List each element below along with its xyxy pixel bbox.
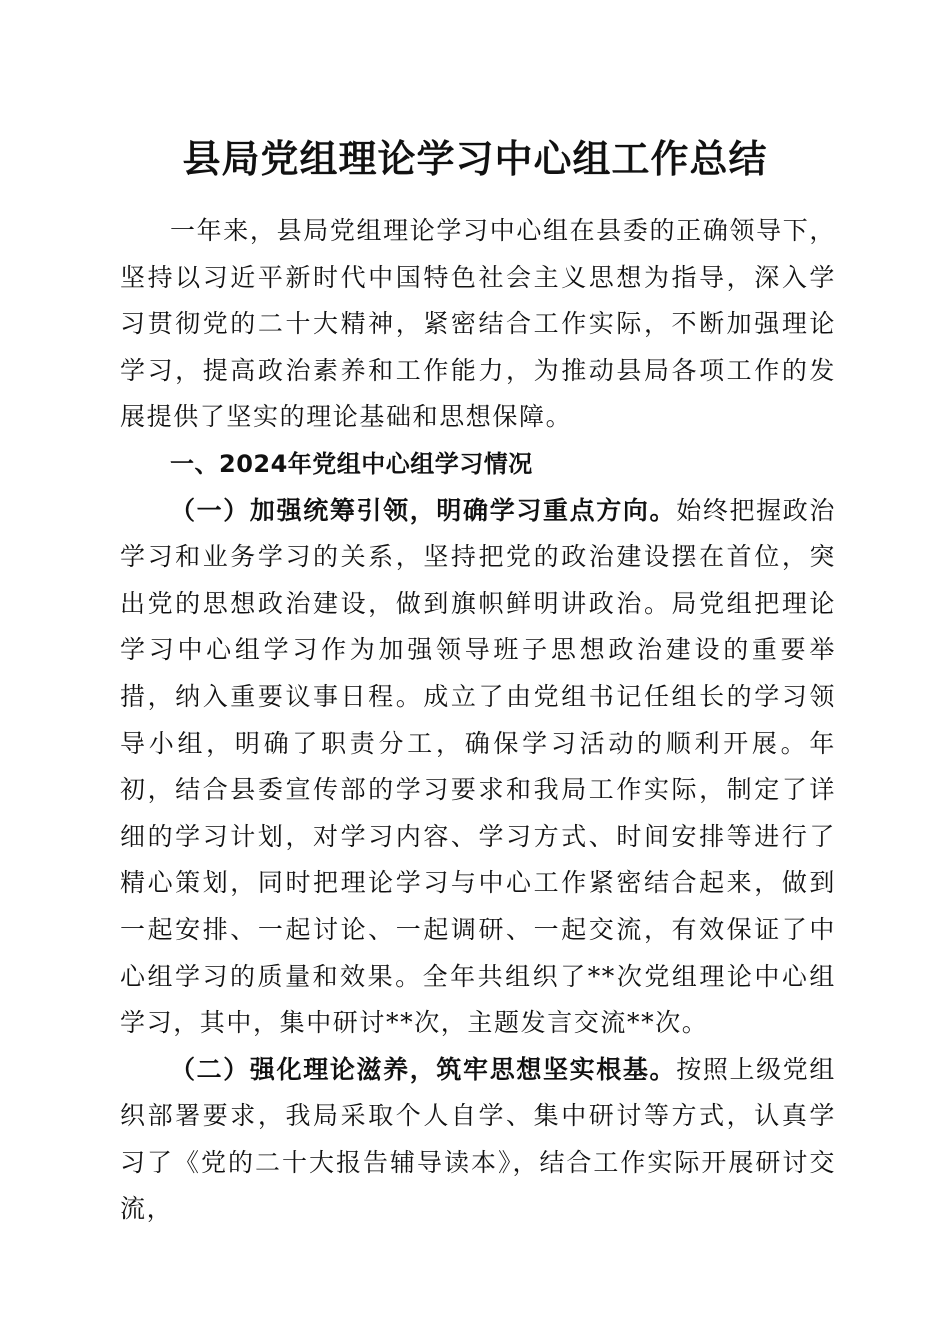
item-lead-2: （二）强化理论滋养，筑牢思想坚实根基。 bbox=[170, 1054, 677, 1084]
item-text-1: 始终把握政治学习和业务学习的关系，坚持把党的政治建设摆在首位，突出党的思想政治建设，做到旗帜鲜明讲政治。局党组把理论学习中心组学习作为加强领导班子思想政治建设的重要举措，纳入重要议事日程。成立了由党组书记任组长的学习领导小组，明确了职责分工，确保学习活动的顺利开展。年初，结合县委宣传部的学习要求和我局工作实际，制定了详细的学习计划，对学习内容、学习方式、时间安排等进行了精心策划，同时把理论学习与中心工作紧密结合起来，做到一起安排、一起讨论、一起调研、一起交流，有效保证了中心组学习的质量和效果。全年共组织了**次党组理论中心组学习，其中，集中研讨**次，主题发言交流**次。 bbox=[120, 495, 836, 1038]
item-text-2: 按照上级党组织部署要求，我局采取个人自学、集中研讨等方式，认真学习了《党的二十大报告辅导读本》，结合工作实际开展研讨交流， bbox=[120, 1054, 836, 1224]
item-lead-1: （一）加强统筹引领，明确学习重点方向。 bbox=[170, 495, 677, 525]
document-body bbox=[120, 208, 836, 1233]
document-title: 县局党组理论学习中心组工作总结 bbox=[182, 136, 768, 181]
item-paragraph-2 bbox=[120, 1047, 836, 1233]
item-paragraph-1 bbox=[120, 488, 836, 1047]
intro-paragraph: 一年来，县局党组理论学习中心组在县委的正确领导下，坚持以习近平新时代中国特色社会主义思想为指导，深入学习贯彻党的二十大精神，紧密结合工作实际，不断加强理论学习，提高政治素养和工作能力，为推动县局各项工作的发展提供了坚实的理论基础和思想保障。 bbox=[120, 216, 836, 432]
section-heading-1: 一、2024年党组中心组学习情况 bbox=[170, 449, 533, 478]
